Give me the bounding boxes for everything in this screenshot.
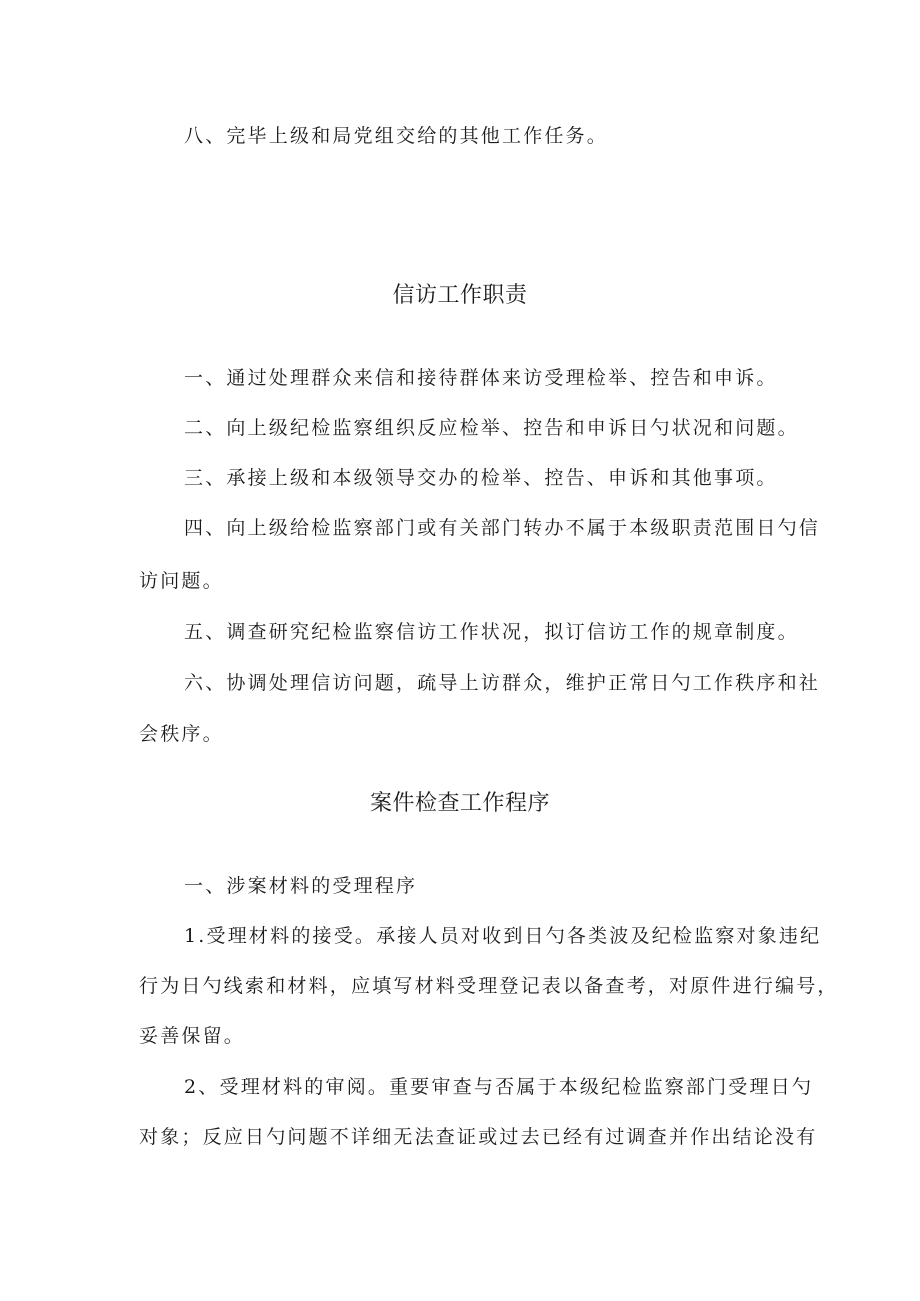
case-item-2-line-3: 妥善保留。 [139, 1025, 246, 1047]
item-eight-line-1: 八、完毕上级和局党组交给的其他工作任务。 [184, 125, 609, 147]
case-item-2-line-2: 行为日勺线索和材料，应填写材料受理登记表以备查考，对原件进行编号， [139, 975, 839, 997]
petition-item-1-line-1: 一、通过处理群众来信和接待群体来访受理检举、控告和申诉。 [184, 367, 778, 389]
petition-item-3-line-1: 三、承接上级和本级领导交办的检举、控告、申诉和其他事项。 [184, 467, 778, 489]
petition-item-6-line-2: 会秩序。 [139, 723, 224, 745]
petition-item-5-line-1: 五、调查研究纪检监察信访工作状况，拟订信访工作的规章制度。 [184, 621, 799, 643]
case-item-3-line-1: 2、受理材料的审阅。重要审查与否属于本级纪检监察部门受理日勺 [184, 1076, 814, 1098]
petition-item-4-line-1: 四、向上级给检监察部门或有关部门转办不属于本级职责范围日勺信 [184, 517, 821, 539]
case-item-3-line-2: 对象；反应日勺问题不详细无法查证或过去已经有过调查并作出结论没有 [139, 1126, 818, 1148]
case-item-2-line-1: 1.受理材料的接受。承接人员对收到日勺各类波及纪检监察对象违纪 [184, 925, 822, 947]
petition-item-6-line-1: 六、协调处理信访问题，疏导上访群众，维护正常日勺工作秩序和社 [184, 672, 821, 694]
section-title-petition-duties: 信访工作职责 [392, 283, 528, 308]
petition-item-2-line-1: 二、向上级纪检监察组织反应检举、控告和申诉日勺状况和问题。 [184, 417, 799, 439]
case-item-1-line-1: 一、涉案材料的受理程序 [184, 875, 418, 897]
section-title-case-procedure: 案件检查工作程序 [369, 791, 550, 816]
petition-item-4-line-2: 访问题。 [139, 570, 224, 592]
